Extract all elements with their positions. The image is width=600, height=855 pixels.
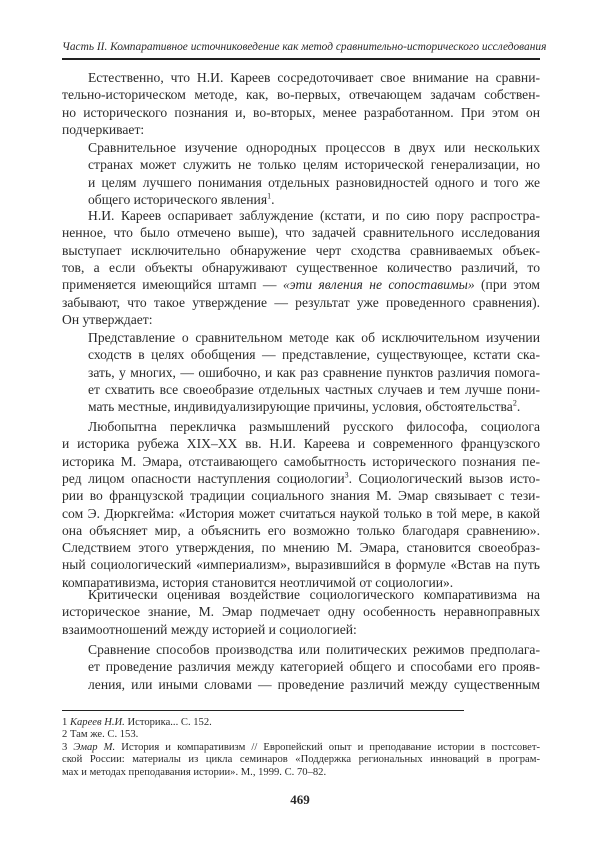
text-run: Он утверждает: <box>62 311 153 327</box>
paragraph-line <box>62 470 540 488</box>
text-run: (при этом <box>474 277 541 293</box>
paragraph-line <box>62 259 540 277</box>
text-run: применяется имеющийся штамп — <box>62 277 283 293</box>
quote-line <box>88 156 540 174</box>
footnote-author: Эмар М. <box>73 741 116 753</box>
text-run: Естественно, что Н.И. Кареев сосредоточивает свое внимание на сравни- <box>88 70 540 85</box>
quote-line <box>88 398 540 416</box>
quote-line <box>88 641 540 659</box>
text-run: ет проведение различия между категорией общего и способами его прояв- <box>88 659 540 675</box>
text-run: . <box>271 191 275 207</box>
footnote-ref: 1 <box>267 191 272 201</box>
footnote-line <box>62 741 540 754</box>
text-run: историческое знание, М. Эмар подмечает одну особенность неравноправных <box>62 604 540 620</box>
paragraph-line <box>88 586 540 604</box>
text-run: ный социологический «империализм», выразившийся в формуле «Встав на путь <box>62 557 540 573</box>
footnote-text: История и компаративизм // Европейский опыт и преподавание истории в постсовет- <box>115 741 540 753</box>
footnote-text: Историка... С. 152. <box>124 717 212 728</box>
text-run: историка М. Эмара, отстаивающего самобытность исторического познания пе- <box>62 453 540 469</box>
text-run: ления, или иными словами — проведение различий между существенным <box>88 676 540 692</box>
quote-line <box>88 329 540 347</box>
text-run: сходств в целях обобщения — представление, существующее, кстати ска- <box>88 347 540 363</box>
text-run: сом Э. Дюркгейма: «История может считаться наукой только в той мере, в какой <box>62 505 540 521</box>
text-run: . Социологический вызов исто- <box>348 470 540 486</box>
quote-line <box>88 676 540 694</box>
text-run: взаимоотношений между историей и социологией: <box>62 621 357 637</box>
paragraph-line <box>62 522 540 540</box>
quote-line <box>88 174 540 192</box>
footnote-text: 1 <box>62 717 70 728</box>
paragraph-line <box>88 69 540 87</box>
footnote-text: 2 Там же. С. 153. <box>62 729 139 741</box>
text-run: Представление о сравнительном методе как об исключительном изучении <box>88 330 540 345</box>
paragraph-line <box>62 311 540 329</box>
footnote-ref: 2 <box>512 398 517 408</box>
italic-text: «эти явления не сопоставимы» <box>282 277 475 293</box>
paragraph-line <box>62 224 540 242</box>
paragraph-line <box>62 121 540 139</box>
paragraph-line <box>62 453 540 471</box>
text-run: забывают, что такое утверждение — результат уже проведенного сравнения). <box>62 294 540 310</box>
paragraph-line <box>62 86 540 104</box>
text-run: общего исторического явления <box>88 191 268 207</box>
text-run: Любопытна перекличка размышлений русского философа, социолога <box>88 419 540 434</box>
paragraph-line <box>62 294 540 312</box>
footnote-text: ской России: материалы из цикла семинаров «Поддержка региональных инноваций в програм- <box>62 754 540 766</box>
footnote-text: мах и методах преподавания истории». М., 1999. С. 70–82. <box>62 766 327 778</box>
quote-line <box>88 381 540 399</box>
text-run: ред лицом опасности наступления социологии <box>62 470 345 486</box>
text-run: ет схватить все своеобразие отдельных частных случаев и тем лучше пони- <box>88 381 540 397</box>
paragraph-line <box>62 435 540 453</box>
text-run: но исторического познания и, во-вторых, менее разработанном. При этом он <box>62 104 540 120</box>
footnote-line <box>62 766 540 779</box>
footnote-line <box>62 716 540 729</box>
paragraph-line <box>62 104 540 122</box>
text-run: выступает исключительно обнаружение черт сходства сравниваемых объек- <box>62 242 540 258</box>
text-run: она объясняет мир, а объяснить его возможно только благодаря сравнению». <box>62 522 540 538</box>
footnote-author: Кареев Н.И. <box>69 717 125 728</box>
footnote-ref: 3 <box>344 470 349 480</box>
quote-line <box>88 346 540 364</box>
text-run: странах может служить не только целям исторической генерализации, но <box>88 157 540 173</box>
footnote-text: 3 <box>62 741 74 753</box>
text-run: компаративизма, история становится неотличимой от социологии». <box>62 574 454 590</box>
paragraph-line <box>62 539 540 557</box>
quote-line <box>88 364 540 382</box>
paragraph-line <box>62 505 540 523</box>
header-rule <box>62 58 540 60</box>
paragraph-line <box>62 556 540 574</box>
text-run: зать, у многих, — ошибочно, и как раз сравнение пунктов различия помога- <box>88 364 540 380</box>
text-run: Следствием этого утверждения, по мнению М. Эмара, становится своеобраз- <box>62 540 540 556</box>
footnote-line <box>62 753 540 766</box>
text-run: Критически оценивая воздействие социологического компаративизма на <box>88 587 540 602</box>
page-number: 469 <box>290 792 310 807</box>
running-header: Часть II. Компаративное источниковедение как метод сравнительно-исторического исследования <box>62 41 547 53</box>
text-run: рии во французской традиции социального знания М. Эмар связывает с тези- <box>62 488 540 504</box>
text-run: Н.И. Кареев оспаривает заблуждение (кстати, и по сию пору распростра- <box>88 208 540 223</box>
text-run: Сравнительное изучение однородных процессов в двух или нескольких <box>88 140 540 155</box>
paragraph-line <box>62 603 540 621</box>
paragraph-line <box>88 207 540 225</box>
text-run: и историка рубежа XIX–XX вв. Н.И. Кареева и современного французского <box>62 436 540 452</box>
text-run: мать местные, индивидуализирующие причины, условия, обстоятельства <box>88 399 513 415</box>
text-run: Сравнение способов производства или политических режимов предполага- <box>88 642 540 657</box>
text-run: подчеркивает: <box>62 121 145 137</box>
paragraph-line <box>62 276 540 294</box>
text-run: и целям лучшего понимания отдельных разновидностей одного и того же <box>88 174 540 190</box>
paragraph-line <box>62 621 540 639</box>
quote-line <box>88 139 540 157</box>
footnote-line <box>62 728 540 741</box>
paragraph-line <box>62 242 540 260</box>
text-run: . <box>516 399 521 415</box>
paragraph-line <box>62 487 540 505</box>
footnote-rule <box>62 710 464 711</box>
text-run: тов, а если объекты обнаруживают существенное количество различий, то <box>62 259 540 275</box>
text-run: тельно-историческом методе, как, во-первых, отвечающем задачам собствен- <box>62 87 540 103</box>
quote-line <box>88 658 540 676</box>
paragraph-line <box>88 418 540 436</box>
text-run: ненное, что было отмечено выше), что задачей сравнительного исследования <box>62 225 540 241</box>
